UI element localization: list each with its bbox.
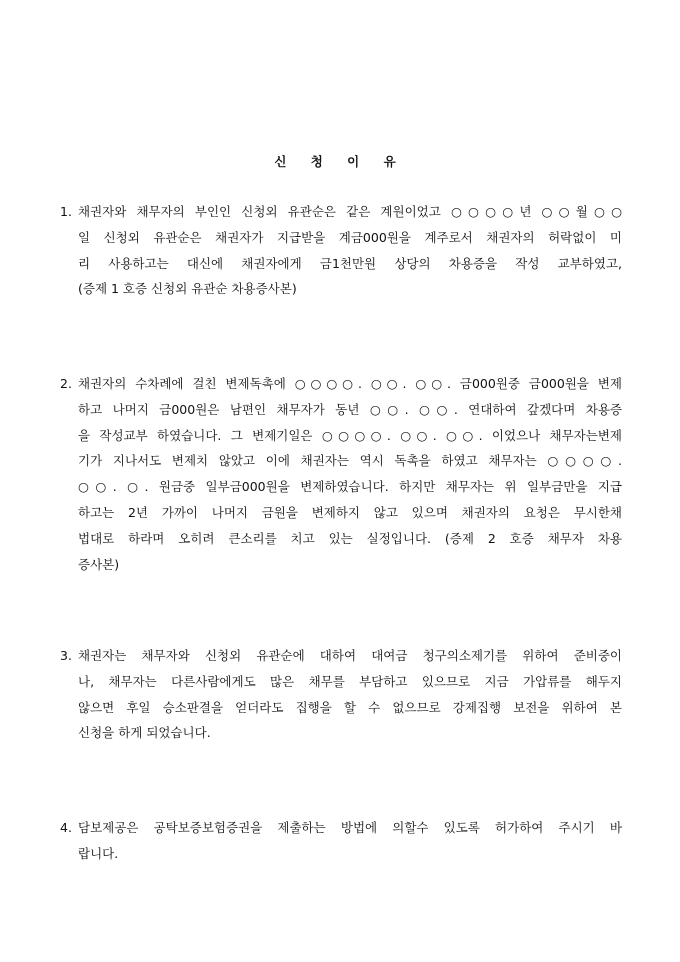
reason-paragraph-2 [60,371,622,577]
page-title: 신 청 이 유 [274,154,406,169]
paragraph-number: 4. [60,820,72,835]
paragraph-line: 하고 나머지 금000원은 남편인 채무자가 동년 ○○. ○○. 연대하여 갚겠다며 차용증 [78,401,622,417]
paragraph-line: 법대로 하라며 오히려 큰소리를 치고 있는 실정입니다. (증제 2 호증 채무자 차용 [78,530,622,546]
paragraph-line: 나, 채무자는 다른사람에게도 많은 채무를 부담하고 있으므로 지금 가압류를 해두지 [78,673,622,689]
paragraph-line: 일 신청외 유관순은 채권자가 지급받을 계금000원을 계주로서 채권자의 허락없이 미 [78,229,622,245]
paragraph-line: 1. 채권자와 채무자의 부인인 신청외 유관순은 같은 계원이었고 ○○○○년 ○○월○○ [60,199,622,225]
paragraph-line: 3. 채권자는 채무자와 신청외 유관순에 대하여 대여금 청구의소제기를 위하여 준비중이 [60,643,622,669]
paragraph-number: 2. [60,376,72,391]
reason-paragraph-1 [60,199,622,302]
paragraph-line: 4. 담보제공은 공탁보증보험증권을 제출하는 방법에 의할수 있도록 허가하여 주시기 바 [60,815,622,841]
paragraph-line: 않으면 후일 승소판결을 얻더라도 집행을 할 수 없으므로 강제집행 보전을 위하여 본 [78,699,622,715]
paragraph-number: 1. [60,204,72,219]
paragraph-line: 랍니다. [78,845,119,861]
reason-paragraph-4 [60,815,622,867]
paragraph-line: 2. 채권자의 수차례에 걸친 변제독촉에 ○○○○. ○○. ○○. 금000원중 금000원을 변제 [60,371,622,397]
reason-paragraph-3 [60,643,622,746]
paragraph-line: 리 사용하고는 대신에 채권자에게 금1천만원 상당의 차용증을 작성 교부하였고, [78,255,622,271]
paragraph-line: ○○. ○. 원금중 일부금000원을 변제하였습니다. 하지만 채무자는 위 일부금만을 지급 [78,479,622,495]
paragraph-line: 증사본) [78,556,120,572]
paragraph-line: (증제 1 호증 신청외 유관순 차용증사본) [78,281,297,297]
paragraph-line: 기가 지나서도 변제치 않았고 이에 채권자는 역시 독촉을 하였고 채무자는 ○○○○. [78,453,622,469]
paragraph-line: 신청을 하게 되었습니다. [78,725,211,741]
paragraph-line: 하고는 2년 가까이 나머지 금원을 변제하지 않고 있으며 채권자의 요청은 무시한채 [78,504,622,520]
paragraph-line: 을 작성교부 하였습니다. 그 변제기일은 ○○○○. ○○. ○○. 이었으나 채무자는변제 [78,427,622,443]
paragraph-number: 3. [60,648,72,663]
